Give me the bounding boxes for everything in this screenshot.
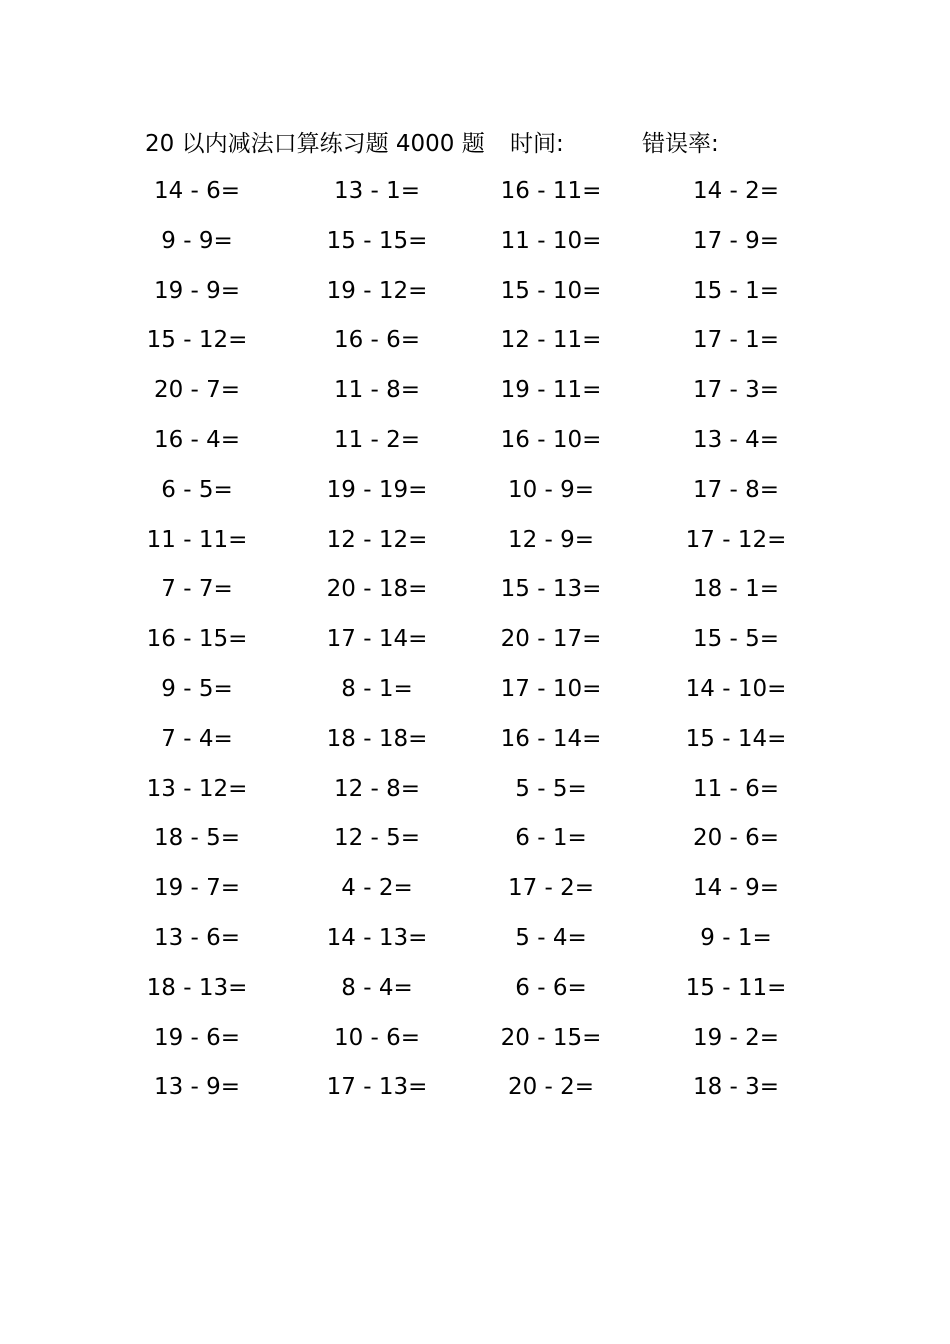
problem-item: 17 - 10=: [500, 675, 602, 702]
problem-item: 6 - 1=: [515, 825, 587, 852]
problem-item: 15 - 10=: [500, 277, 602, 304]
problem-item: 19 - 9=: [153, 277, 241, 304]
problem-item: 19 - 19=: [326, 476, 428, 503]
problem-row: [140, 964, 800, 1014]
problem-item: 12 - 9=: [507, 526, 595, 553]
problem-item: 8 - 4=: [341, 974, 413, 1001]
problem-item: 20 - 18=: [326, 576, 428, 603]
problem-item: 17 - 8=: [692, 476, 780, 503]
problem-item: 12 - 8=: [333, 775, 421, 802]
problem-item: 9 - 5=: [161, 675, 233, 702]
problem-row: [140, 914, 800, 964]
problem-item: 20 - 7=: [153, 377, 241, 404]
problem-item: 11 - 2=: [333, 426, 421, 453]
problem-item: 17 - 14=: [326, 626, 428, 653]
problem-item: 16 - 4=: [153, 426, 241, 453]
problem-row: [140, 366, 800, 416]
problem-item: 19 - 12=: [326, 277, 428, 304]
time-label: 时间:: [510, 131, 564, 157]
problem-item: 12 - 12=: [326, 526, 428, 553]
problem-item: 16 - 11=: [500, 178, 602, 204]
problem-item: 13 - 4=: [692, 426, 780, 453]
problem-item: 14 - 13=: [326, 924, 428, 951]
problem-row: [140, 167, 800, 217]
problem-item: 18 - 18=: [326, 725, 428, 752]
problem-item: 16 - 10=: [500, 426, 602, 453]
problem-item: 11 - 10=: [500, 227, 602, 254]
problem-item: 19 - 6=: [153, 1024, 241, 1051]
problem-item: 14 - 2=: [692, 178, 780, 204]
problem-item: 14 - 6=: [153, 178, 241, 204]
problem-item: 13 - 6=: [153, 924, 241, 951]
problem-item: 11 - 6=: [692, 775, 780, 802]
problem-item: 15 - 15=: [326, 227, 428, 254]
problem-item: 17 - 9=: [692, 227, 780, 254]
problem-item: 9 - 9=: [161, 227, 233, 254]
worksheet-header: [145, 124, 805, 164]
problem-item: 14 - 9=: [692, 875, 780, 902]
problem-item: 17 - 13=: [326, 1074, 428, 1101]
problem-item: 17 - 1=: [692, 327, 780, 354]
problem-row: [140, 416, 800, 466]
problem-item: 7 - 7=: [161, 576, 233, 603]
problem-item: 10 - 9=: [507, 476, 595, 503]
problem-row: [140, 765, 800, 815]
problem-item: 12 - 11=: [500, 327, 602, 354]
problem-item: 14 - 10=: [685, 675, 787, 702]
problem-item: 17 - 3=: [692, 377, 780, 404]
problem-item: 15 - 14=: [685, 725, 787, 752]
problem-row: [140, 316, 800, 366]
problem-item: 20 - 15=: [500, 1024, 602, 1051]
problem-item: 19 - 7=: [153, 875, 241, 902]
problem-item: 5 - 4=: [515, 924, 587, 951]
problem-item: 13 - 1=: [333, 178, 421, 204]
problem-row: [140, 217, 800, 267]
problem-item: 13 - 9=: [153, 1074, 241, 1101]
problem-item: 18 - 13=: [146, 974, 248, 1001]
problem-item: 17 - 2=: [507, 875, 595, 902]
problem-item: 17 - 12=: [685, 526, 787, 553]
problem-item: 15 - 13=: [500, 576, 602, 603]
problem-row: [140, 615, 800, 665]
error-rate-label: 错误率:: [642, 131, 719, 157]
problem-item: 18 - 1=: [692, 576, 780, 603]
problem-item: 11 - 8=: [333, 377, 421, 404]
problem-item: 6 - 5=: [161, 476, 233, 503]
problem-row: [140, 1063, 800, 1113]
problem-item: 20 - 17=: [500, 626, 602, 653]
problem-item: 16 - 14=: [500, 725, 602, 752]
problem-item: 5 - 5=: [515, 775, 587, 802]
problem-item: 15 - 5=: [692, 626, 780, 653]
problem-item: 13 - 12=: [146, 775, 248, 802]
problem-item: 15 - 11=: [685, 974, 787, 1001]
problem-row: [140, 864, 800, 914]
problem-row: [140, 267, 800, 317]
problem-item: 4 - 2=: [341, 875, 413, 902]
problem-item: 15 - 1=: [692, 277, 780, 304]
problem-grid: [140, 167, 800, 1113]
problem-row: [140, 1014, 800, 1064]
problem-item: 11 - 11=: [146, 526, 248, 553]
problem-item: 6 - 6=: [515, 974, 587, 1001]
problem-row: [140, 516, 800, 566]
problem-item: 7 - 4=: [161, 725, 233, 752]
worksheet-title: 20 以内减法口算练习题 4000 题: [145, 131, 485, 157]
problem-row: [140, 814, 800, 864]
problem-item: 20 - 6=: [692, 825, 780, 852]
problem-item: 16 - 15=: [146, 626, 248, 653]
problem-row: [140, 565, 800, 615]
problem-item: 19 - 11=: [500, 377, 602, 404]
problem-item: 19 - 2=: [692, 1024, 780, 1051]
problem-row: [140, 466, 800, 516]
problem-item: 12 - 5=: [333, 825, 421, 852]
problem-item: 18 - 3=: [692, 1074, 780, 1101]
problem-item: 8 - 1=: [341, 675, 413, 702]
problem-item: 20 - 2=: [507, 1074, 595, 1101]
problem-item: 10 - 6=: [333, 1024, 421, 1051]
problem-row: [140, 715, 800, 765]
problem-item: 9 - 1=: [700, 924, 772, 951]
problem-item: 18 - 5=: [153, 825, 241, 852]
problem-item: 15 - 12=: [146, 327, 248, 354]
problem-row: [140, 665, 800, 715]
problem-item: 16 - 6=: [333, 327, 421, 354]
